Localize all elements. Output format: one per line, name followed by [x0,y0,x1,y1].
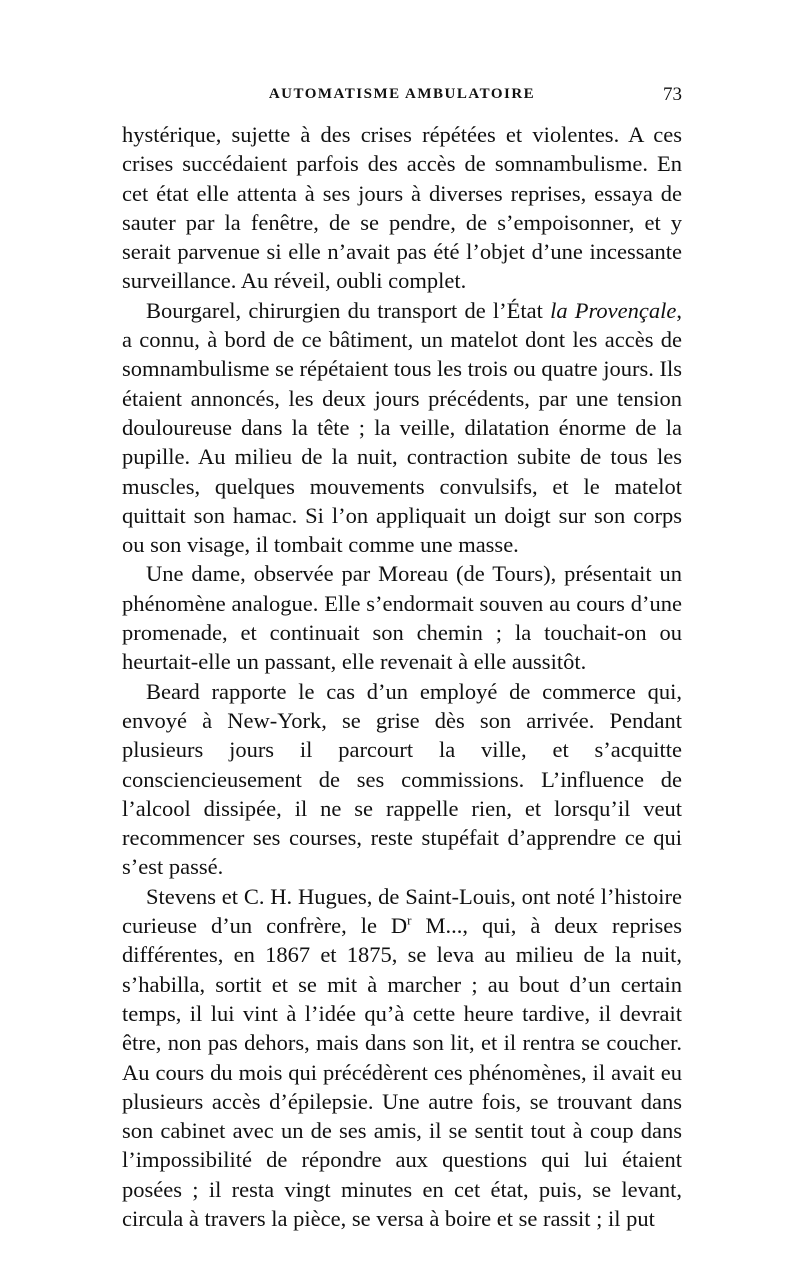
paragraph-text: Une dame, observée par Moreau (de Tours), présentait un phénomène analogue. Elle s’endormait souven au cours d’une promenade, et continuait son chemin ; la touchait-on ou heurtait-elle un passant, elle revenait à elle aussitôt. [122,561,682,675]
paragraph-text: Stevens et C. H. Hugues, de Saint-Louis, ont noté l’histoire curieuse d’un confrère, le D [122,883,682,939]
superscript: r [407,912,412,928]
running-title: AUTOMATISME AMBULATOIRE [268,86,536,102]
book-page [122,86,682,1233]
paragraph-beard [122,677,682,882]
paragraph-text: Bourgarel, chirurgien du transport de l’État [146,297,551,323]
running-header [122,86,682,120]
paragraph-stevens [122,882,682,1234]
paragraph-text: Beard rapporte le cas d’un employé de commerce qui, envoyé à New-York, se grise dès son arrivée. Pendant plusieurs jours il parcourt la ville, et s’acquitte consciencieusement de ses commissions. L’influence de l’alcool dissipée, il ne se rappelle rien, et lorsqu’il veut recommencer ses courses, reste stupéfait d’apprendre ce qui s’est passé. [122,678,682,880]
page-number: 73 [663,84,682,105]
paragraph-text: hystérique, sujette à des crises répétées et violentes. A ces crises succédaient parfois des accès de somnambulisme. En cet état elle attenta à ses jours à diverses reprises, essaya de sauter par la fenêtre, de se pendre, de s’empoisonner, et y serait parvenue si elle n’avait pas été l’objet d’une incessante surveillance. Au réveil, oubli complet. [122,122,682,294]
paragraph-continuation [122,120,682,296]
body-text [122,120,682,1233]
paragraph-text: M..., qui, à deux reprises différentes, en 1867 et 1875, se leva au milieu de la nuit, s’habilla, sortit et se mit à marcher ; au bout d’un certain temps, il lui vint à l’idée qu’à cette heure tardive, il devrait être, non pas dehors, mais dans son lit, et il rentra se coucher. Au cours du mois qui précédèrent ces phénomènes, il avait eu plusieurs accès d’épilepsie. Une autre fois, se trouvant dans son cabinet avec un de ses amis, il se sentit tout à coup dans l’impossibilité de répondre aux questions qui lui étaient posées ; il resta vingt minutes en cet état, puis, se levant, circula à travers la pièce, se versa à boire et se rassit ; il put [122,913,682,1231]
paragraph-bourgarel [122,296,682,560]
paragraph-moreau [122,559,682,676]
ship-name: la Provençale [550,297,677,323]
paragraph-text: , a connu, à bord de ce bâtiment, un matelot dont les accès de somnambulisme se répétaient tous les trois ou quatre jours. Ils étaient annoncés, les deux jours précédents, par une tension douloureuse dans la tête ; la veille, dilatation énorme de la pupille. Au milieu de la nuit, contraction subite de tous les muscles, quelques mouvements convulsifs, et le matelot quittait son hamac. Si l’on appliquait un doigt sur son corps ou son visage, il tombait comme une masse. [122,297,682,558]
